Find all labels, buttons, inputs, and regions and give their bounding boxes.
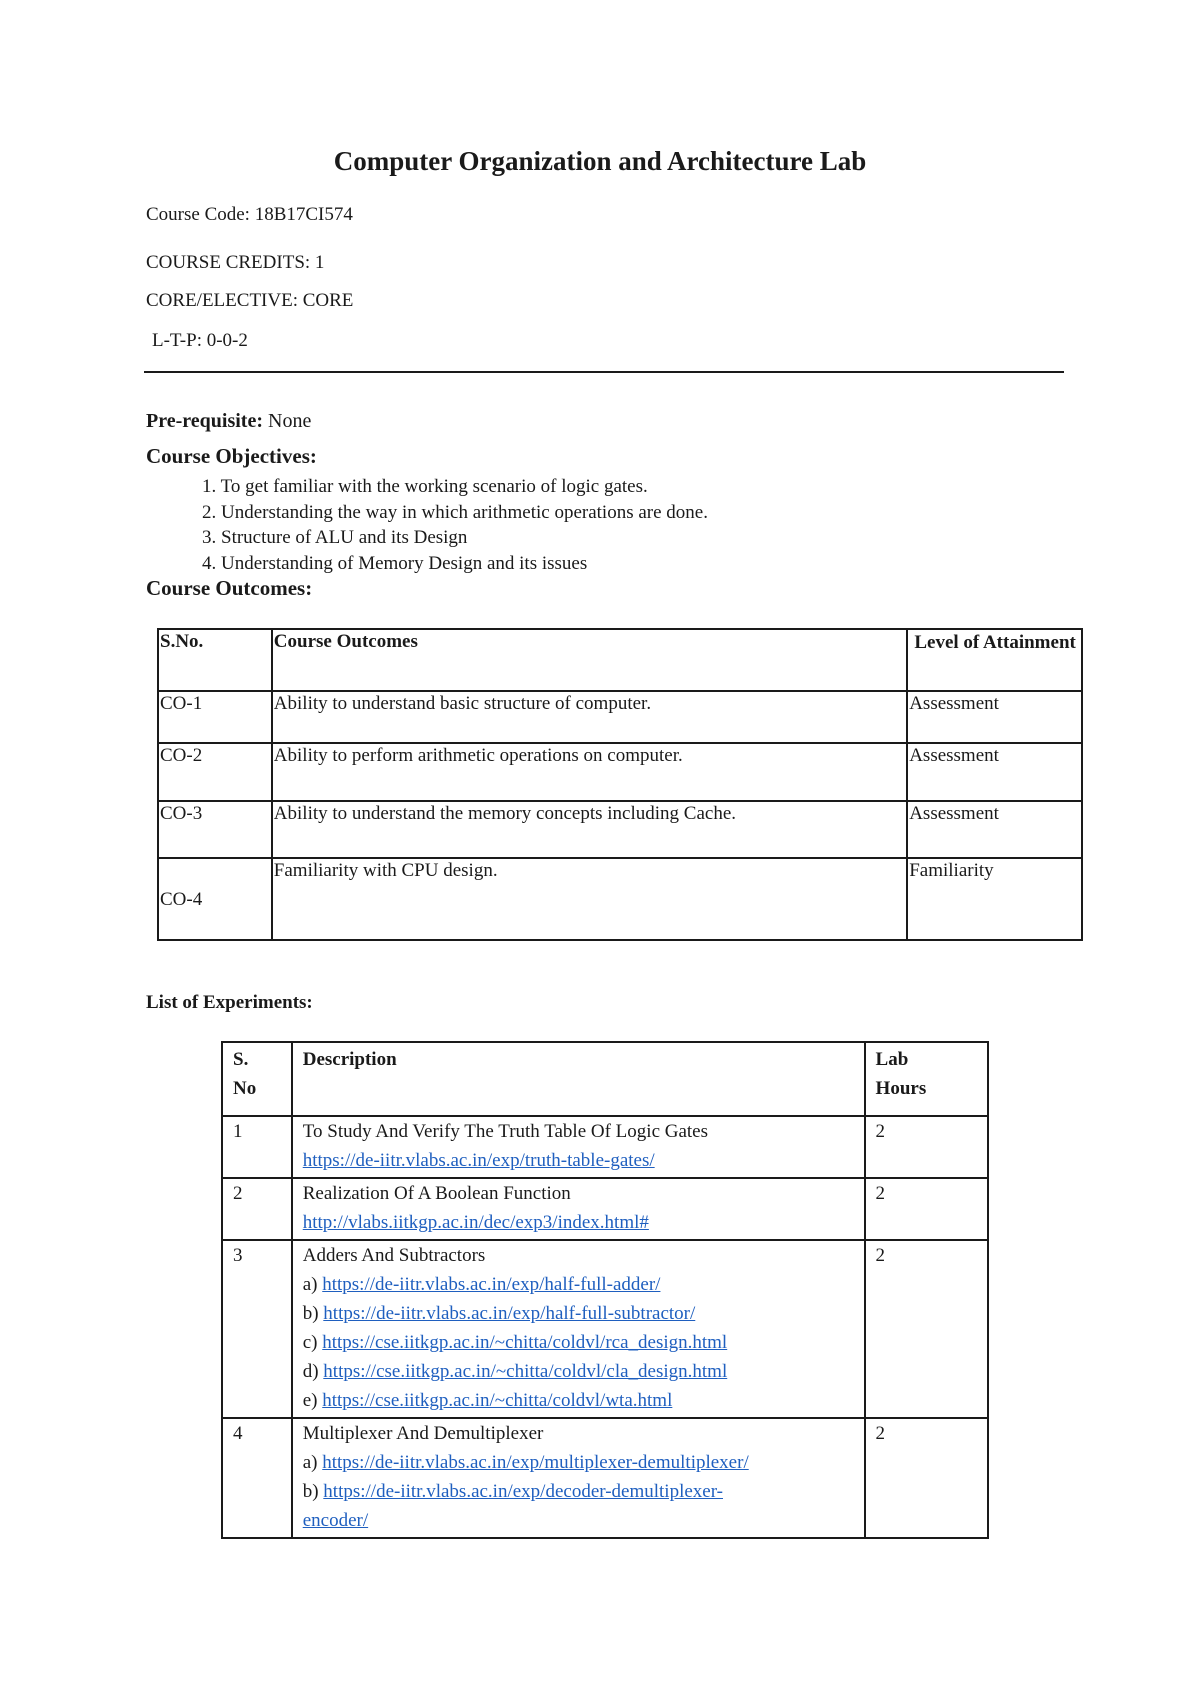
table-row (158, 801, 1082, 858)
list-item: 2. Understanding the way in which arithmetic operations are done. (202, 501, 708, 523)
experiment-link-a[interactable]: https://de-iitr.vlabs.ac.in/exp/multiplexer-demultiplexer/ (322, 1452, 749, 1473)
experiment-title: Multiplexer And Demultiplexer (302, 1423, 544, 1444)
cell-outcome: Familiarity with CPU design. (272, 858, 907, 940)
col-header-description: Description (292, 1042, 865, 1116)
course-credits: COURSE CREDITS: 1 (146, 252, 325, 273)
cell-sno: 2 (222, 1178, 292, 1240)
cell-sno: 3 (222, 1240, 292, 1418)
col-header-outcomes: Course Outcomes (272, 629, 907, 691)
experiment-link-b[interactable]: https://de-iitr.vlabs.ac.in/exp/decoder-demultiplexer- (323, 1481, 723, 1502)
course-code: Course Code: 18B17CI574 (146, 204, 353, 225)
table-header-row (222, 1042, 988, 1116)
table-row (158, 691, 1082, 743)
cell-level: Assessment (907, 691, 1082, 743)
horizontal-rule (144, 371, 1064, 373)
prerequisite-label: Pre-requisite: (146, 410, 264, 432)
cell-outcome: Ability to perform arithmetic operations on computer. (272, 743, 907, 801)
experiment-link-c[interactable]: https://cse.iitkgp.ac.in/~chitta/coldvl/rca_design.html (322, 1332, 728, 1353)
prerequisite (146, 410, 311, 433)
table-row (222, 1116, 988, 1178)
prerequisite-value: None (263, 410, 312, 432)
experiment-link-e[interactable]: https://cse.iitkgp.ac.in/~chitta/coldvl/wta.html (322, 1390, 673, 1411)
cell-description: Multiplexer And Demultiplexer a) https://de-iitr.vlabs.ac.in/exp/multiplexer-demultiplexer/ b) https://de-iitr.vlabs.ac.in/exp/decoder-demultiplexer- encoder/ (292, 1418, 865, 1538)
page-title: Computer Organization and Architecture Lab (333, 146, 867, 176)
col-header-sno: S.No. (158, 629, 272, 691)
cell-level: Assessment (907, 743, 1082, 801)
experiments-table (221, 1041, 989, 1539)
table-row (222, 1418, 988, 1538)
cell-outcome: Ability to understand the memory concepts including Cache. (272, 801, 907, 858)
experiment-link-b[interactable]: https://de-iitr.vlabs.ac.in/exp/half-full-subtractor/ (323, 1303, 696, 1324)
experiment-link-a[interactable]: https://de-iitr.vlabs.ac.in/exp/half-full-adder/ (322, 1274, 661, 1295)
cell-sno: 1 (222, 1116, 292, 1178)
col-header-lab-hours: Lab Hours (865, 1042, 988, 1116)
table-row (222, 1178, 988, 1240)
cell-description (292, 1178, 865, 1240)
table-row (158, 743, 1082, 801)
table-row (158, 858, 1082, 940)
experiment-link[interactable]: http://vlabs.iitkgp.ac.in/dec/exp3/index.html# (302, 1212, 649, 1233)
experiment-link-b-continued[interactable]: encoder/ (302, 1510, 369, 1531)
cell-hours: 2 (865, 1240, 988, 1418)
cell-outcome: Ability to understand basic structure of computer. (272, 691, 907, 743)
cell-sno: CO-1 (158, 691, 272, 743)
table-row (222, 1240, 988, 1418)
objectives-list (202, 474, 708, 576)
experiments-heading: List of Experiments: (146, 992, 313, 1013)
cell-sno: CO-2 (158, 743, 272, 801)
col-header-level: Level of Attainment (907, 629, 1082, 691)
outcomes-table (157, 628, 1083, 941)
table-header-row (158, 629, 1082, 691)
cell-level: Familiarity (907, 858, 1082, 940)
list-item: 4. Understanding of Memory Design and its issues (202, 552, 588, 574)
cell-sno: 4 (222, 1418, 292, 1538)
cell-sno: CO-4 (158, 858, 272, 940)
objectives-heading: Course Objectives: (146, 444, 317, 468)
list-item: 3. Structure of ALU and its Design (202, 527, 468, 548)
core-elective: CORE/ELECTIVE: CORE (146, 290, 354, 311)
experiment-title: To Study And Verify The Truth Table Of Logic Gates (302, 1121, 709, 1142)
cell-hours: 2 (865, 1116, 988, 1178)
cell-hours: 2 (865, 1178, 988, 1240)
experiment-title: Adders And Subtractors (302, 1245, 486, 1266)
col-header-sno: S. No (222, 1042, 292, 1116)
experiment-link[interactable]: https://de-iitr.vlabs.ac.in/exp/truth-table-gates/ (302, 1150, 655, 1171)
experiment-link-d[interactable]: https://cse.iitkgp.ac.in/~chitta/coldvl/cla_design.html (323, 1361, 728, 1382)
cell-level: Assessment (907, 801, 1082, 858)
cell-description (292, 1116, 865, 1178)
experiment-title: Realization Of A Boolean Function (302, 1183, 571, 1204)
cell-description: Adders And Subtractors a) https://de-iitr.vlabs.ac.in/exp/half-full-adder/ b) https://de-iitr.vlabs.ac.in/exp/half-full-subtractor/ c) https://cse.iitkgp.ac.in/~chitta/coldvl/rca_design.html d) https://cse.iitkgp.ac.in/~chitta/coldvl/cla_design.html e) https://cse.iitkgp.ac.in/~chitta/coldvl/wta.html (292, 1240, 865, 1418)
cell-hours: 2 (865, 1418, 988, 1538)
ltp: L-T-P: 0-0-2 (152, 330, 248, 351)
list-item: 1. To get familiar with the working scenario of logic gates. (202, 476, 648, 497)
outcomes-heading: Course Outcomes: (146, 576, 313, 600)
cell-sno: CO-3 (158, 801, 272, 858)
